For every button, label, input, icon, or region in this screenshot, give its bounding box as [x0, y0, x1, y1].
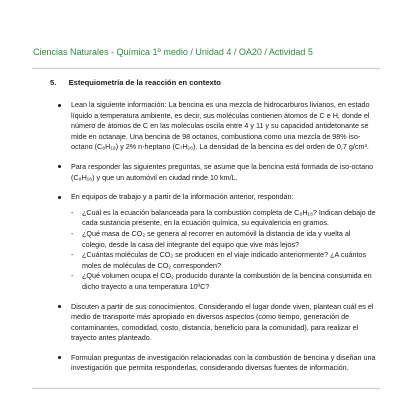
list-item-teamwork: En equipos de trabajo y a partir de la información anterior, respondan: — [55, 192, 376, 203]
header-title: Ciencias Naturales - Química 1º medio / Unidad 4 / OA20 / Actividad 5 — [33, 47, 313, 57]
section-number: 5. — [50, 78, 57, 87]
header-divider — [32, 68, 380, 69]
question-item: - ¿Qué masa de CO₂ se genera al recorrer en automóvil la distancia de ida y vuelta al colegio, desde la casa del integrante del equipo que vive más lejos? — [71, 229, 376, 250]
list-item-discussion: Discuten a partir de sus conocimientos. Considerando el lugar donde viven, plantean cuál es el medio de transporte más apropiado en diversos aspectos (como tiempo, generación de contaminantes, comodidad, costo, distancia, beneficio para la comunidad), para realizar el trayecto antes planteado. — [55, 302, 376, 344]
section-title: Estequiometría de la reacción en contexto — [68, 78, 221, 87]
list-item-research: Formulan preguntas de investigación relacionadas con la combustión de bencina y diseñan una investigación que permita responderlas, considerando diversas fuentes de información. — [55, 353, 376, 374]
footer-divider — [32, 388, 380, 389]
section-heading — [50, 78, 221, 87]
question-item: - ¿Cuántas moléculas de CO₂ se producen en el viaje indicado anteriormente? ¿A cuántos moles de moléculas de CO₂ corresponden? — [71, 250, 376, 271]
question-list — [71, 208, 376, 293]
question-item: - ¿Cuál es la ecuación balanceada para la combustión completa de C₈H₁₈? Indican debajo de cada sustancia presente, en la ecuación química, su equivalencia en gramos. — [71, 208, 376, 229]
list-item-assumption: Para responder las siguientes preguntas, se asume que la bencina está formada de iso-octano (C₈H₁₈) y que un automóvil en ciudad rinde 10 km/L. — [55, 162, 376, 183]
question-item: - ¿Qué volumen ocupa el CO₂ producido durante la combustión de la bencina consumida en dicho trayecto a una temperatura 10ºC? — [71, 271, 376, 292]
activity-content — [55, 100, 376, 383]
list-item-reading: Lean la siguiente información: La bencina es una mezcla de hidrocarburos livianos, en estado líquido a temperatura ambiente, es decir, sus moléculas contienen átomos de C e H, donde el número de átomos de C en las moléculas oscila entre 4 y 11 y su capacidad antidetonante se mide en octanaje. Una bencina de 98 octanos, combustiona como una mezcla de 98% iso-octano (C₈H₁₈) y 2% n-heptano (C₇H₁₆). La densidad de la bencina es del orden de 0,7 g/cm³. — [55, 100, 376, 153]
